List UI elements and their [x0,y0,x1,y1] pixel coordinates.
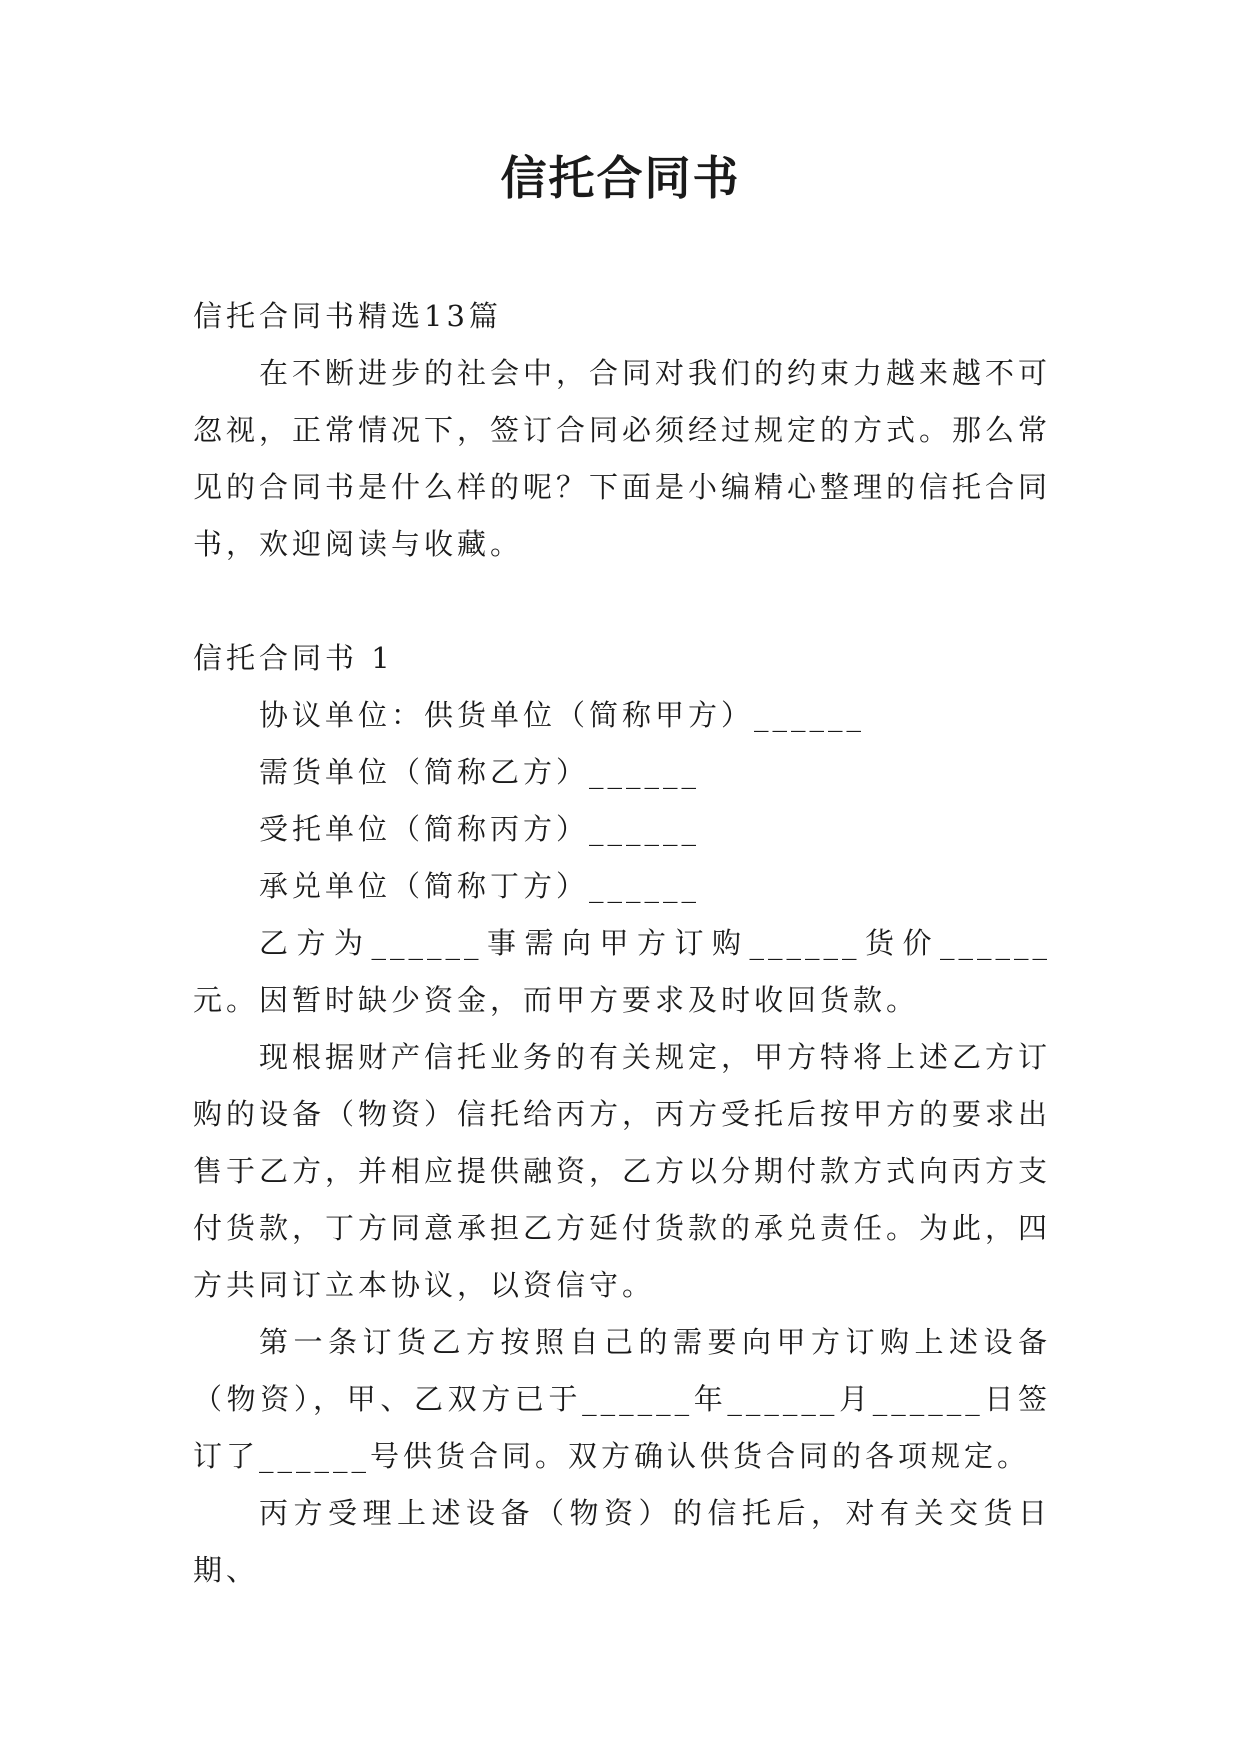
paragraph-spacer [193,573,1051,630]
contract-paragraph: 丙方受理上述设备（物资）的信托后，对有关交货日期、 [193,1496,1051,1587]
party-c-line: 受托单位（简称丙方）______ [259,812,701,846]
party-b-line: 需货单位（简称乙方）______ [259,755,701,789]
contract-paragraph: 第一条订货乙方按照自己的需要向甲方订购上述设备（物资），甲、乙双方已于______年______月______日签订了______号供货合同。双方确认供货合同的各项规定。 [193,1325,1051,1473]
intro-paragraph: 在不断进步的社会中，合同对我们的约束力越来越不可忽视，正常情况下，签订合同必须经过规定的方式。那么常见的合同书是什么样的呢？下面是小编精心整理的信托合同书，欢迎阅读与收藏。 [193,356,1052,561]
party-a-line: 协议单位：供货单位（简称甲方）______ [259,698,866,732]
party-d-line: 承兑单位（简称丁方）______ [259,869,701,903]
contract-paragraph: 现根据财产信托业务的有关规定，甲方特将上述乙方订购的设备（物资）信托给丙方，丙方受托后按甲方的要求出售于乙方，并相应提供融资，乙方以分期付款方式向丙方支付货款，丁方同意承担乙方延付货款的承兑责任。为此，四方共同订立本协议，以资信守。 [193,1040,1052,1302]
document-title: 信托合同书 [500,151,741,205]
section-heading: 信托合同书 1 [193,641,394,675]
document-body [193,288,1051,1599]
contract-paragraph: 乙方为______事需向甲方订购______货价______元。因暂时缺少资金，而甲方要求及时收回货款。 [193,926,1051,1017]
document-subtitle: 信托合同书精选13篇 [193,299,502,333]
